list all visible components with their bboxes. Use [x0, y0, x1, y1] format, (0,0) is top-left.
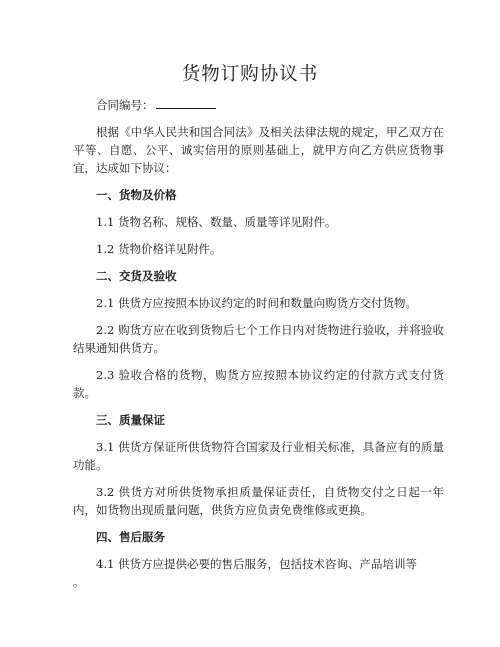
contract-number-line — [73, 96, 444, 114]
section-heading: 二、交货及验收 — [96, 269, 177, 283]
clause: 2.3 验收合格的货物，购货方应按照本协议约定的付款方式支付货款。 — [73, 368, 444, 400]
section-heading: 一、货物及价格 — [96, 188, 177, 202]
clause: 3.2 供货方对所供货物承担质量保证责任，自货物交付之日起一年内，如货物出现质量问题，供货方应负责免费维修或更换。 — [73, 485, 444, 517]
clause: 3.1 供货方保证所供货物符合国家及行业相关标准，具备应有的质量功能。 — [73, 440, 444, 472]
section-heading: 三、质量保证 — [96, 413, 165, 427]
contract-number-label: 合同编号： — [96, 98, 154, 112]
clause: 4.1 供货方应提供必要的售后服务，包括技术咨询、产品培训等 — [96, 557, 417, 571]
contract-number-blank — [156, 96, 216, 109]
trailing-punctuation: 。 — [73, 575, 85, 589]
document-body — [73, 96, 444, 600]
clause: 1.1 货物名称、规格、数量、质量等详见附件。 — [96, 215, 337, 229]
clause: 1.2 货物价格详见附件。 — [96, 242, 222, 256]
section-heading: 四、售后服务 — [96, 530, 165, 544]
clause: 2.2 购货方应在收到货物后七个工作日内对货物进行验收，并将验收结果通知供货方。 — [73, 323, 444, 355]
clause: 2.1 供货方应按照本协议约定的时间和数量向购货方交付货物。 — [96, 296, 417, 310]
preamble-paragraph: 根据《中华人民共和国合同法》及相关法律法规的规定，甲乙双方在平等、自愿、公平、诚实信用的原则基础上，就甲方向乙方供应货物事宜，达成如下协议： — [73, 125, 444, 175]
document-title: 货物订购协议书 — [181, 64, 319, 85]
